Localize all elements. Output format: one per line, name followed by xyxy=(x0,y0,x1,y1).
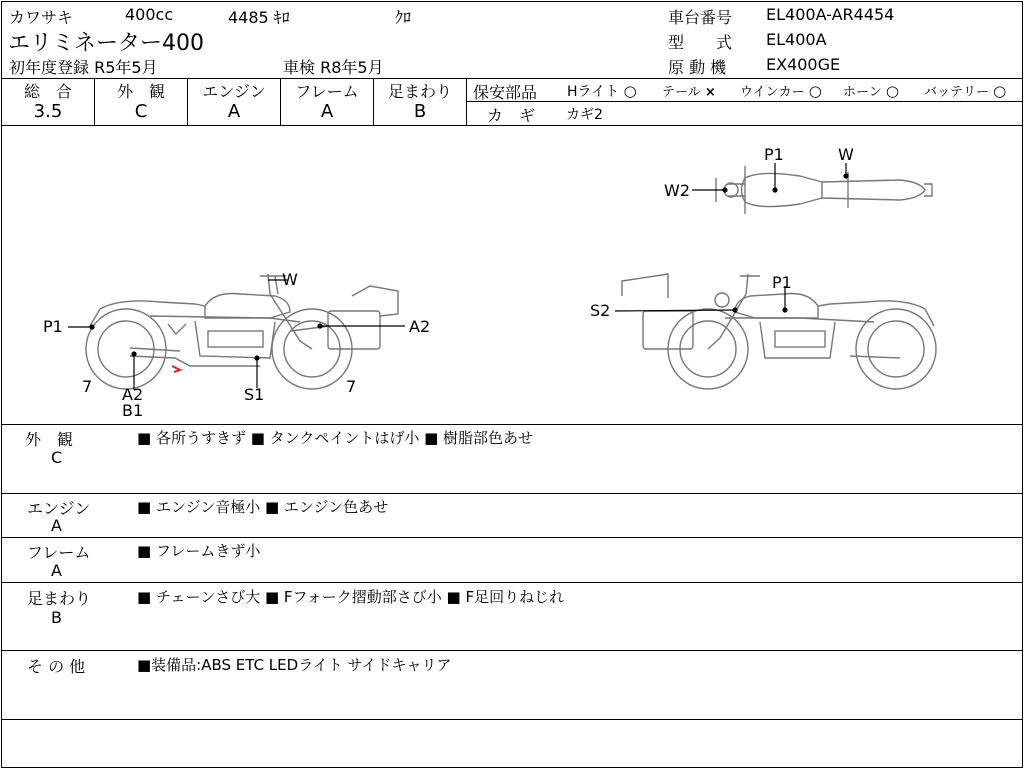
damage-mark xyxy=(172,366,180,372)
rule xyxy=(1,582,1022,583)
note-label-engine: エンジン xyxy=(27,499,91,518)
note-grade-engine: A xyxy=(51,516,62,535)
diagram-label-left-7-rear: 7 xyxy=(346,377,357,396)
note-text-other: ■装備品:ABS ETC LEDライト サイドキャリア xyxy=(137,656,452,674)
grade-label-suspension: 足まわり xyxy=(387,82,452,101)
rule xyxy=(1,424,1022,425)
grade-value-exterior: C xyxy=(134,101,148,122)
diagram-label-left-a2-bottom: A2 xyxy=(122,385,144,404)
grade-label-frame: フレーム xyxy=(295,82,359,101)
note-grade-exterior: C xyxy=(51,448,63,467)
note-grade-suspension: B xyxy=(51,608,62,627)
grade-label-engine: エンジン xyxy=(202,82,266,101)
safety-label: 保安部品 xyxy=(473,83,538,102)
rule xyxy=(1,650,1022,651)
grade-value-frame: A xyxy=(320,101,334,122)
diagram-label-left-s1: S1 xyxy=(244,385,265,404)
safety-mark: ○ xyxy=(808,82,822,100)
grade-value-overall: 3.5 xyxy=(33,101,63,122)
grade-label-overall: 総 合 xyxy=(23,82,72,101)
note-text-frame: ■ フレームきず小 xyxy=(137,542,261,560)
note-label-exterior: 外 観 xyxy=(25,430,74,449)
safety-item-name: ウインカー xyxy=(740,85,805,100)
note-text-engine: ■ エンジン音極小 ■ エンジン色あせ xyxy=(137,498,389,516)
safety-mark: ○ xyxy=(993,82,1007,100)
motorcycle-diagram xyxy=(0,126,1024,424)
displacement: 400cc xyxy=(125,5,174,24)
note-label-frame: フレーム xyxy=(27,543,91,562)
diagram-label-right-s2: S2 xyxy=(590,301,611,320)
model-name: エリミネーター400 xyxy=(8,31,204,56)
safety-mark: ○ xyxy=(623,82,637,100)
type-label: 型 式 xyxy=(668,33,733,52)
diagram-label-left-w: W xyxy=(282,270,298,289)
diagram-label-left-p1: P1 xyxy=(43,317,63,336)
safety-item-winker xyxy=(740,81,822,100)
bike-top-view xyxy=(716,166,932,214)
diagram-label-left-a2: A2 xyxy=(409,317,431,336)
grade-value-engine: A xyxy=(227,101,241,122)
diagram-label-top-p1: P1 xyxy=(764,145,784,164)
note-label-other: そ の 他 xyxy=(27,657,86,676)
chassis-label: 車台番号 xyxy=(668,8,733,27)
diagram-label-left-7-front: 7 xyxy=(82,377,93,396)
note-label-suspension: 足まわり xyxy=(27,589,92,608)
safety-item-name: Hライト xyxy=(567,84,620,100)
maker: カワサキ xyxy=(9,8,74,27)
safety-item-headlight xyxy=(567,81,637,101)
bike-left-view xyxy=(86,274,398,389)
safety-item-name: ホーン xyxy=(843,85,882,100)
diagram-label-right-p1: P1 xyxy=(772,273,792,292)
rule xyxy=(466,101,1022,102)
engine-label: 原 動 機 xyxy=(668,58,727,77)
safety-item-battery xyxy=(924,81,1006,100)
note-text-exterior: ■ 各所うすきず ■ タンクペイントはげ小 ■ 樹脂部色あせ xyxy=(137,429,534,447)
color: ｸﾛ xyxy=(395,8,412,27)
safety-mark: ○ xyxy=(885,82,899,100)
rule xyxy=(1,719,1022,720)
chassis-number: EL400A-AR4454 xyxy=(766,5,895,24)
first-registration: 初年度登録 R5年5月 xyxy=(9,58,158,77)
engine-value: EX400GE xyxy=(766,55,841,74)
safety-mark: × xyxy=(704,85,716,100)
safety-item-horn xyxy=(843,81,899,100)
inspection-date: 車検 R8年5月 xyxy=(283,58,384,77)
safety-item-tail xyxy=(662,81,716,100)
grade-label-exterior: 外 観 xyxy=(116,82,165,101)
key-label: カ ギ xyxy=(487,106,536,125)
diagram-label-left-b1: B1 xyxy=(122,401,144,420)
note-text-suspension: ■ チェーンさび大 ■ Fフォーク摺動部さび小 ■ F足回りねじれ xyxy=(137,588,565,606)
type-value: EL400A xyxy=(766,30,827,49)
key-value: カギ2 xyxy=(566,107,603,123)
mileage: 4485 ｷﾛ xyxy=(228,8,290,27)
safety-item-name: バッテリー xyxy=(924,85,990,100)
rule xyxy=(1,493,1022,494)
grade-value-suspension: B xyxy=(413,101,427,122)
diagram-label-top-w2: W2 xyxy=(664,181,690,200)
note-grade-frame: A xyxy=(51,561,62,580)
rule xyxy=(1,537,1022,538)
diagram-label-top-w: W xyxy=(838,145,854,164)
safety-item-name: テール xyxy=(662,85,701,100)
